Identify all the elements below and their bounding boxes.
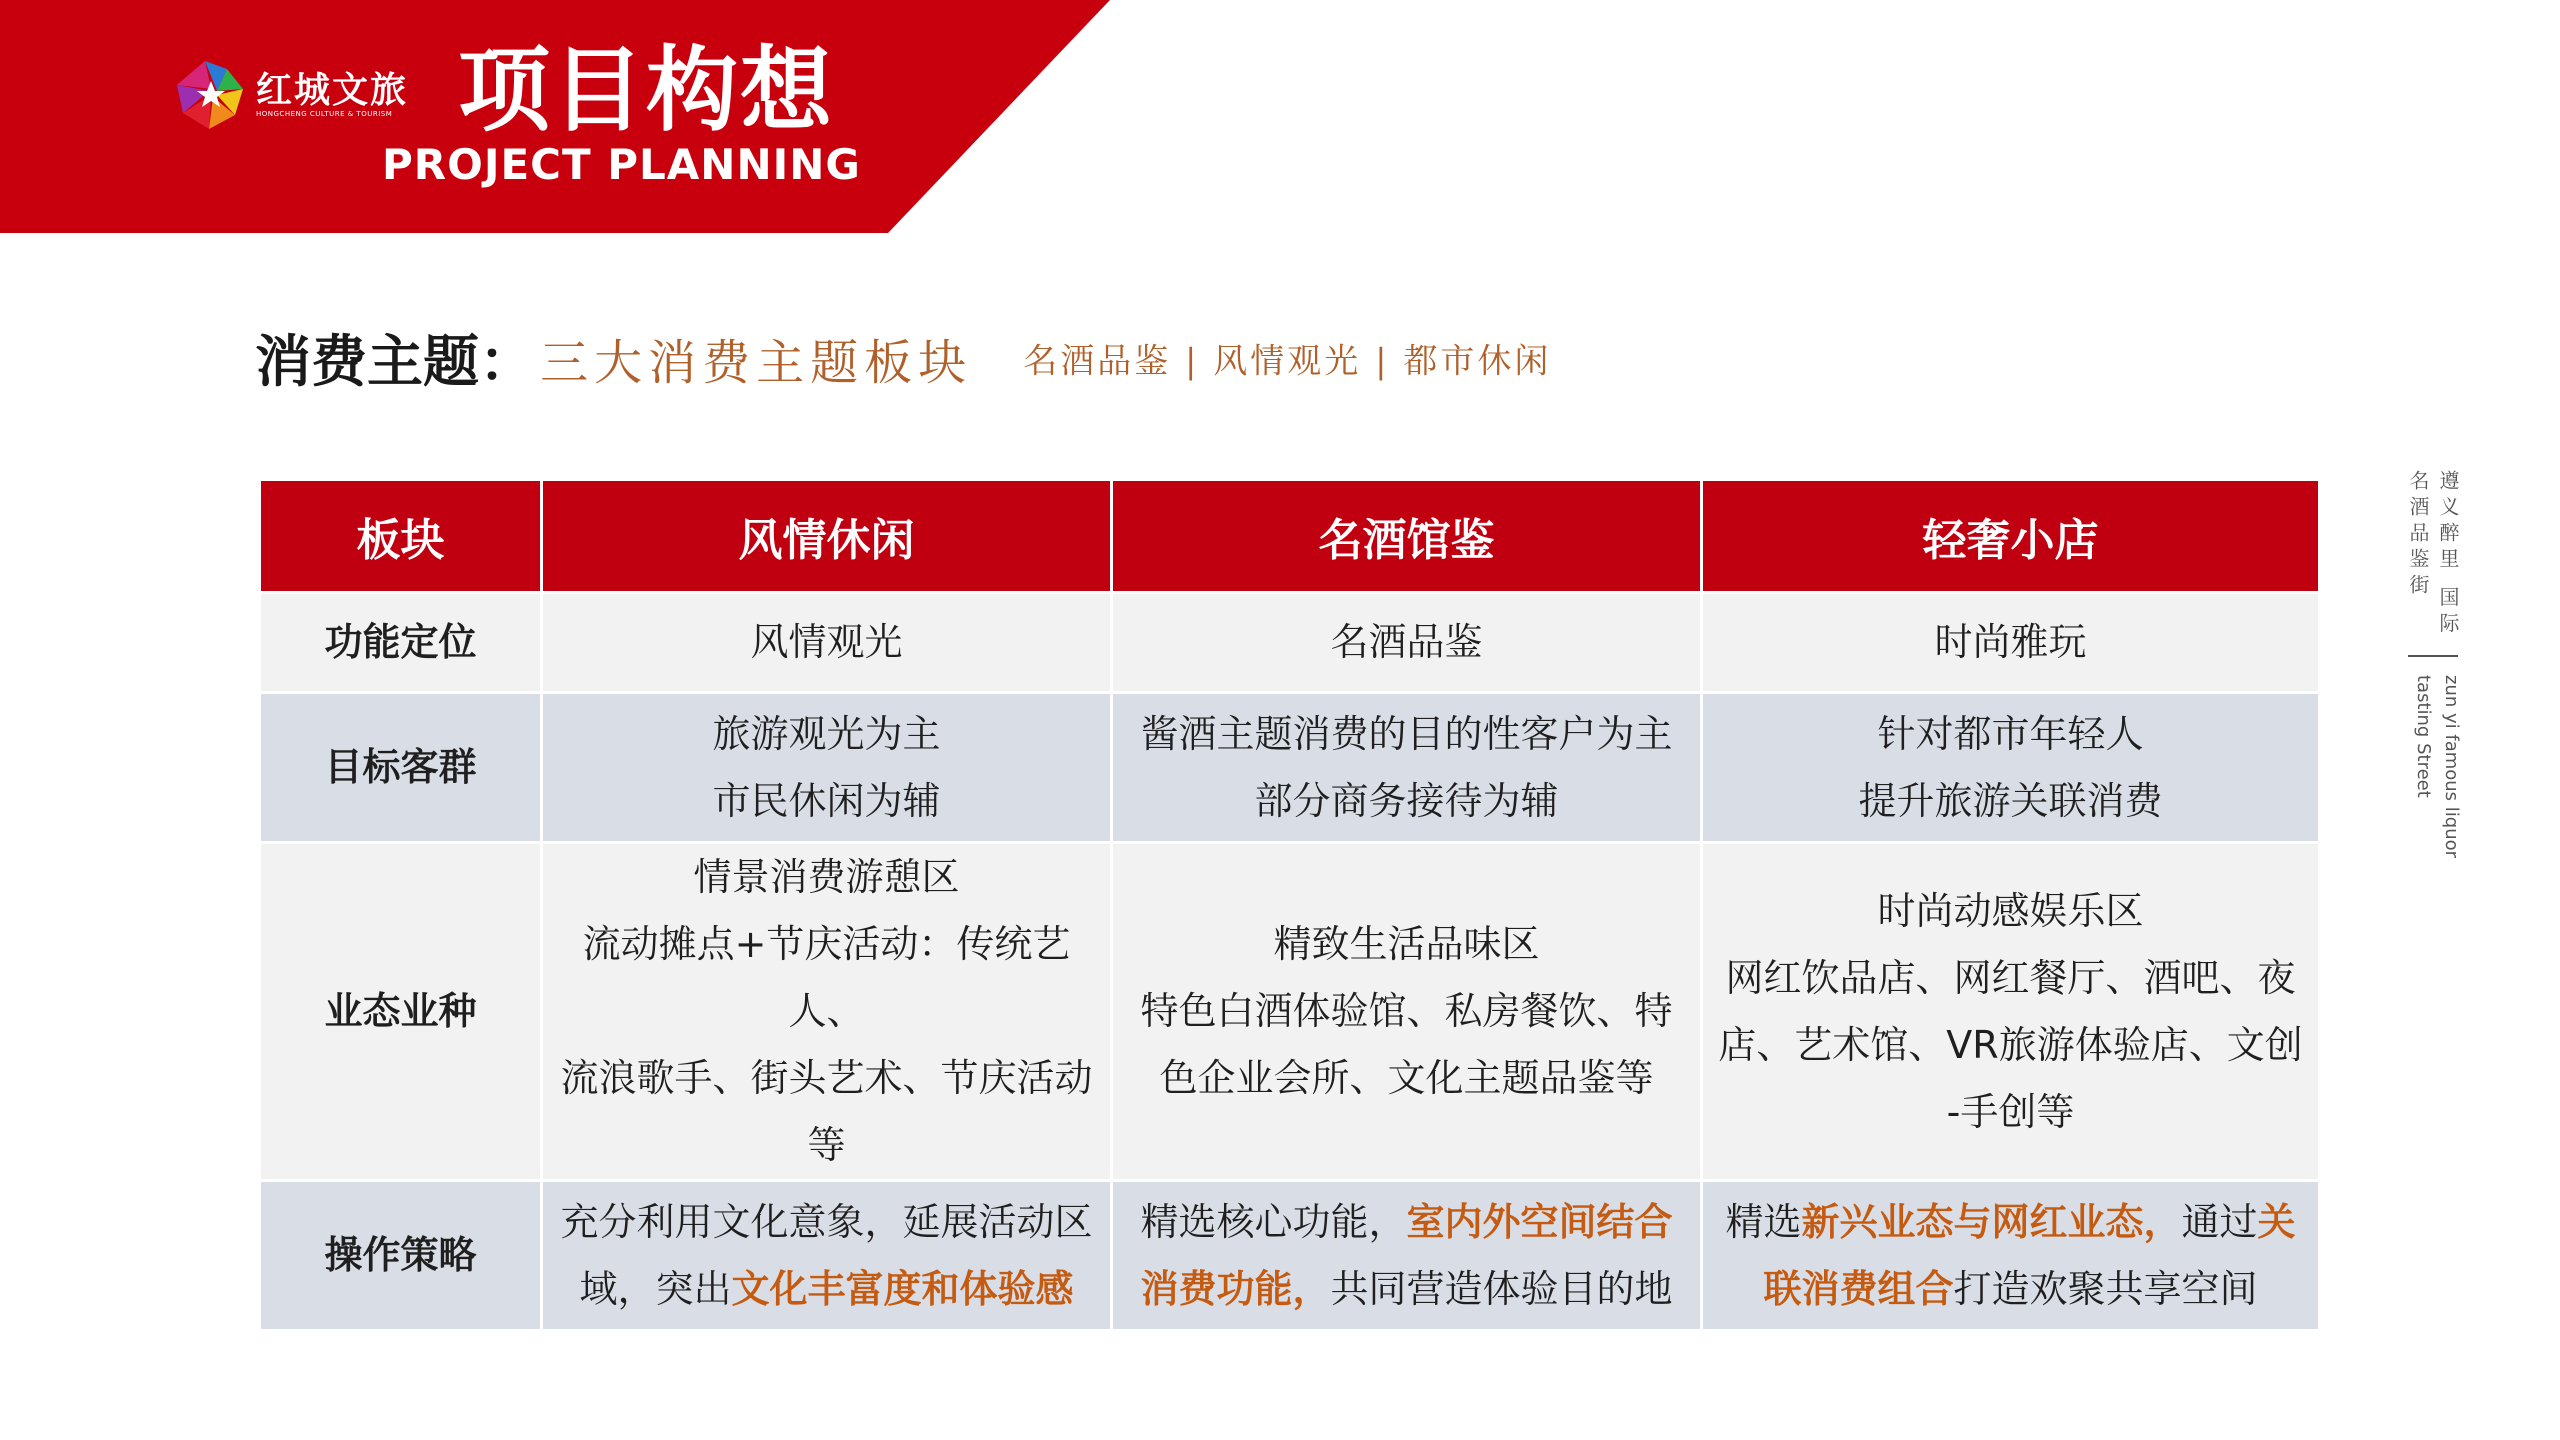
table-header-row: [260, 480, 2320, 593]
page-title: 项目构想: [458, 37, 835, 144]
header-cell: 风情休闲: [542, 480, 1112, 593]
theme-tags: 名酒品鉴 | 风情观光 | 都市休闲: [1023, 341, 1552, 382]
side-divider: [2408, 655, 2458, 657]
table-row: [260, 1181, 2320, 1331]
side-title-cn: 遵义醉里 国际名酒品鉴街: [2406, 470, 2460, 639]
row-label: 操作策略: [260, 1181, 542, 1331]
highlight-text: 联消费组合: [1763, 1266, 1954, 1311]
table-cell: 精致生活品味区 特色白酒体验馆、私房餐饮、特 色企业会所、文化主题品鉴等: [1112, 843, 1702, 1181]
table-cell: 针对都市年轻人 提升旅游关联消费: [1702, 693, 2320, 843]
logo-text: 红城文旅: [256, 69, 409, 111]
highlight-text: 室内外空间结合: [1406, 1199, 1673, 1244]
logo-icon: [165, 55, 255, 137]
row-label: 功能定位: [260, 593, 542, 693]
side-title-en: zun yi famous liquor tasting Street: [2413, 675, 2462, 859]
table-cell: 旅游观光为主 市民休闲为辅: [542, 693, 1112, 843]
highlight-text: 关: [2257, 1199, 2296, 1244]
highlight-text: 文化丰富度和体验感: [731, 1266, 1074, 1311]
logo-subtext: HONGCHENG CULTURE & TOURISM: [256, 110, 393, 118]
theme-label: 消费主题：: [255, 330, 535, 395]
table-cell: 酱酒主题消费的目的性客户为主 部分商务接待为辅: [1112, 693, 1702, 843]
table-cell: 充分利用文化意象，延展活动区 域，突出文化丰富度和体验感: [542, 1181, 1112, 1331]
table-cell: 精选核心功能，室内外空间结合 消费功能，共同营造体验目的地: [1112, 1181, 1702, 1331]
table-cell: 风情观光: [542, 593, 1112, 693]
table-cell: 时尚雅玩: [1702, 593, 2320, 693]
table-cell: 情景消费游憩区 流动摊点+节庆活动：传统艺人、 流浪歌手、街头艺术、节庆活动 等: [542, 843, 1112, 1181]
page-subtitle: PROJECT PLANNING: [382, 140, 861, 189]
header-cell: 轻奢小店: [1702, 480, 2320, 593]
table-row: [260, 693, 2320, 843]
planning-table: [258, 478, 2321, 1332]
header-cell: 板块: [260, 480, 542, 593]
table-cell: 精选新兴业态与网红业态，通过关 联消费组合打造欢聚共享空间: [1702, 1181, 2320, 1331]
row-label: 目标客群: [260, 693, 542, 843]
header-cell: 名酒馆鉴: [1112, 480, 1702, 593]
table-cell: 时尚动感娱乐区 网红饮品店、网红餐厅、酒吧、夜 店、艺术馆、VR旅游体验店、文创 -手创等: [1702, 843, 2320, 1181]
highlight-text: 新兴业态与网红业态，: [1801, 1199, 2182, 1244]
theme-main: 三大消费主题板块: [540, 334, 973, 391]
theme-line: [255, 318, 1551, 398]
highlight-text: 消费功能，: [1140, 1266, 1331, 1311]
table-row: [260, 593, 2320, 693]
table-row: [260, 843, 2320, 1181]
table-cell: 名酒品鉴: [1112, 593, 1702, 693]
row-label: 业态业种: [260, 843, 542, 1181]
